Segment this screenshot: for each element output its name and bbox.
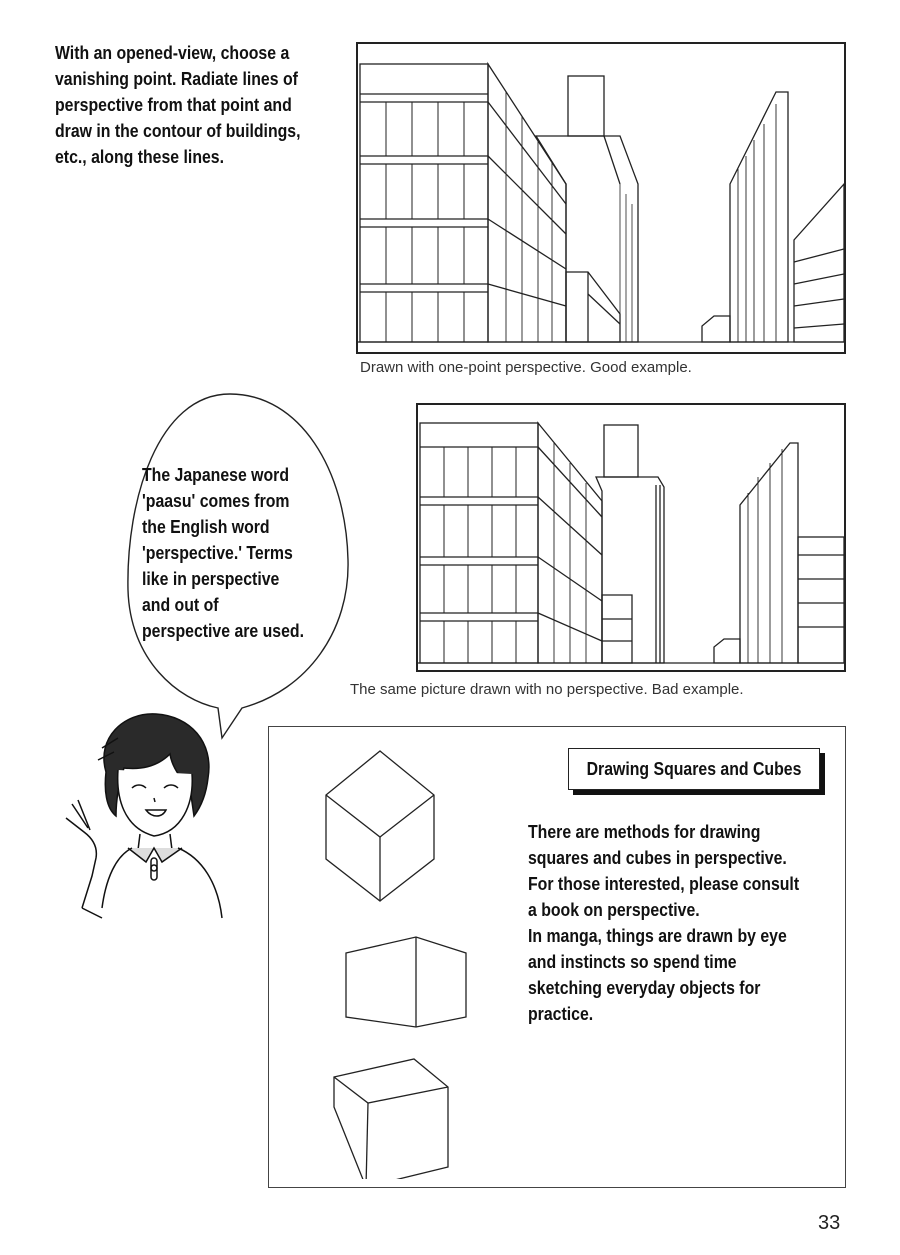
speech-bubble-text: The Japanese word 'paasu' comes from the English word 'perspective.' Terms like in perspective and out of perspective are used. (142, 465, 305, 641)
bad-example-caption: The same picture drawn with no perspective. Bad example. (350, 681, 744, 698)
one-point-perspective-illustration (356, 42, 846, 354)
drawing-squares-and-cubes-panel (268, 726, 846, 1188)
page-number: 33 (818, 1212, 841, 1234)
panel-paragraph-2: In manga, things are drawn by eye and instincts so spend time sketching everyday objects for practice. (528, 926, 787, 1024)
panel-body (528, 819, 805, 1027)
panel-title: Drawing Squares and Cubes (586, 758, 802, 779)
perspective-cube-illustration (314, 747, 484, 1179)
good-example-caption: Drawn with one-point perspective. Good example. (360, 359, 692, 376)
panel-title-box (568, 748, 820, 790)
no-perspective-illustration (416, 403, 846, 672)
intro-paragraph: With an opened-view, choose a vanishing point. Radiate lines of perspective from that point and draw in the contour of buildings, etc., along these lines. (55, 43, 301, 167)
panel-paragraph-1: There are methods for drawing squares and cubes in perspective. For those interested, please consult a book on perspective. (528, 822, 800, 920)
smiling-girl-pointing-illustration (62, 708, 242, 923)
